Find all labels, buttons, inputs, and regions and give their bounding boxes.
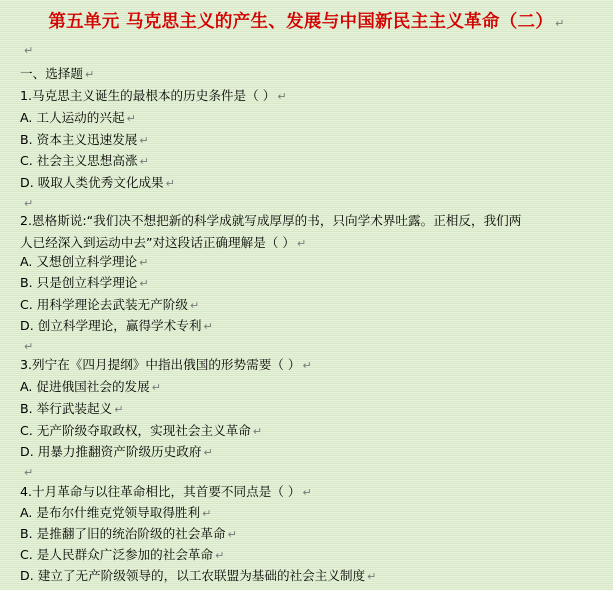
document-title [0, 8, 613, 33]
question-1-option-b: B. 资本主义迅速发展 ↵ [20, 132, 149, 147]
paragraph-mark-icon: ↵ [555, 17, 565, 30]
question-1-option-d: D. 吸取人类优秀文化成果 ↵ [20, 175, 175, 190]
paragraph-mark-icon: ↵ [24, 340, 34, 353]
question-2-option-b: B. 只是创立科学理论 ↵ [20, 275, 149, 290]
question-1-stem: 1.马克思主义诞生的最根本的历史条件是（ ） ↵ [20, 88, 287, 103]
question-3-option-b: B. 举行武装起义 ↵ [20, 401, 124, 416]
question-4-option-b: B. 是推翻了旧的统治阶级的社会革命 ↵ [20, 526, 237, 541]
question-3-option-d: D. 用暴力推翻资产阶级历史政府 ↵ [20, 444, 213, 459]
paragraph-mark-icon: ↵ [24, 466, 34, 479]
question-3-option-a: A. 促进俄国社会的发展 ↵ [20, 379, 161, 394]
question-1-option-a: A. 工人运动的兴起 ↵ [20, 110, 136, 125]
question-2-stem-line2: 人已经深入到运动中去”对这段话正确理解是（ ） ↵ [20, 235, 307, 250]
question-2-option-d: D. 创立科学理论，赢得学术专利 ↵ [20, 318, 213, 333]
paragraph-mark-icon: ↵ [24, 44, 34, 57]
question-3-option-c: C. 无产阶级夺取政权，实现社会主义革命 ↵ [20, 423, 263, 438]
question-4-stem: 4.十月革命与以往革命相比，其首要不同点是（ ） ↵ [20, 484, 312, 499]
question-3-stem: 3.列宁在《四月提纲》中指出俄国的形势需要（ ） ↵ [20, 357, 312, 372]
question-1-option-c: C. 社会主义思想高涨 ↵ [20, 153, 149, 168]
question-2-option-c: C. 用科学理论去武装无产阶级 ↵ [20, 297, 200, 312]
question-2-stem-line1: 2.恩格斯说:“我们决不想把新的科学成就写成厚厚的书，只向学术界吐露。正相反，我们两 [20, 213, 522, 228]
section-heading: 一、选择题 ↵ [20, 66, 95, 81]
question-2-option-a: A. 又想创立科学理论 ↵ [20, 254, 149, 269]
paragraph-mark-icon: ↵ [24, 197, 34, 210]
title-text: 第五单元 马克思主义的产生、发展与中国新民主主义革命（二） [48, 12, 554, 32]
question-4-option-a: A. 是布尔什维克党领导取得胜利 ↵ [20, 505, 212, 520]
question-4-option-d: D. 建立了无产阶级领导的，以工农联盟为基础的社会主义制度 ↵ [20, 568, 377, 583]
question-4-option-c: C. 是人民群众广泛参加的社会革命 ↵ [20, 547, 225, 562]
